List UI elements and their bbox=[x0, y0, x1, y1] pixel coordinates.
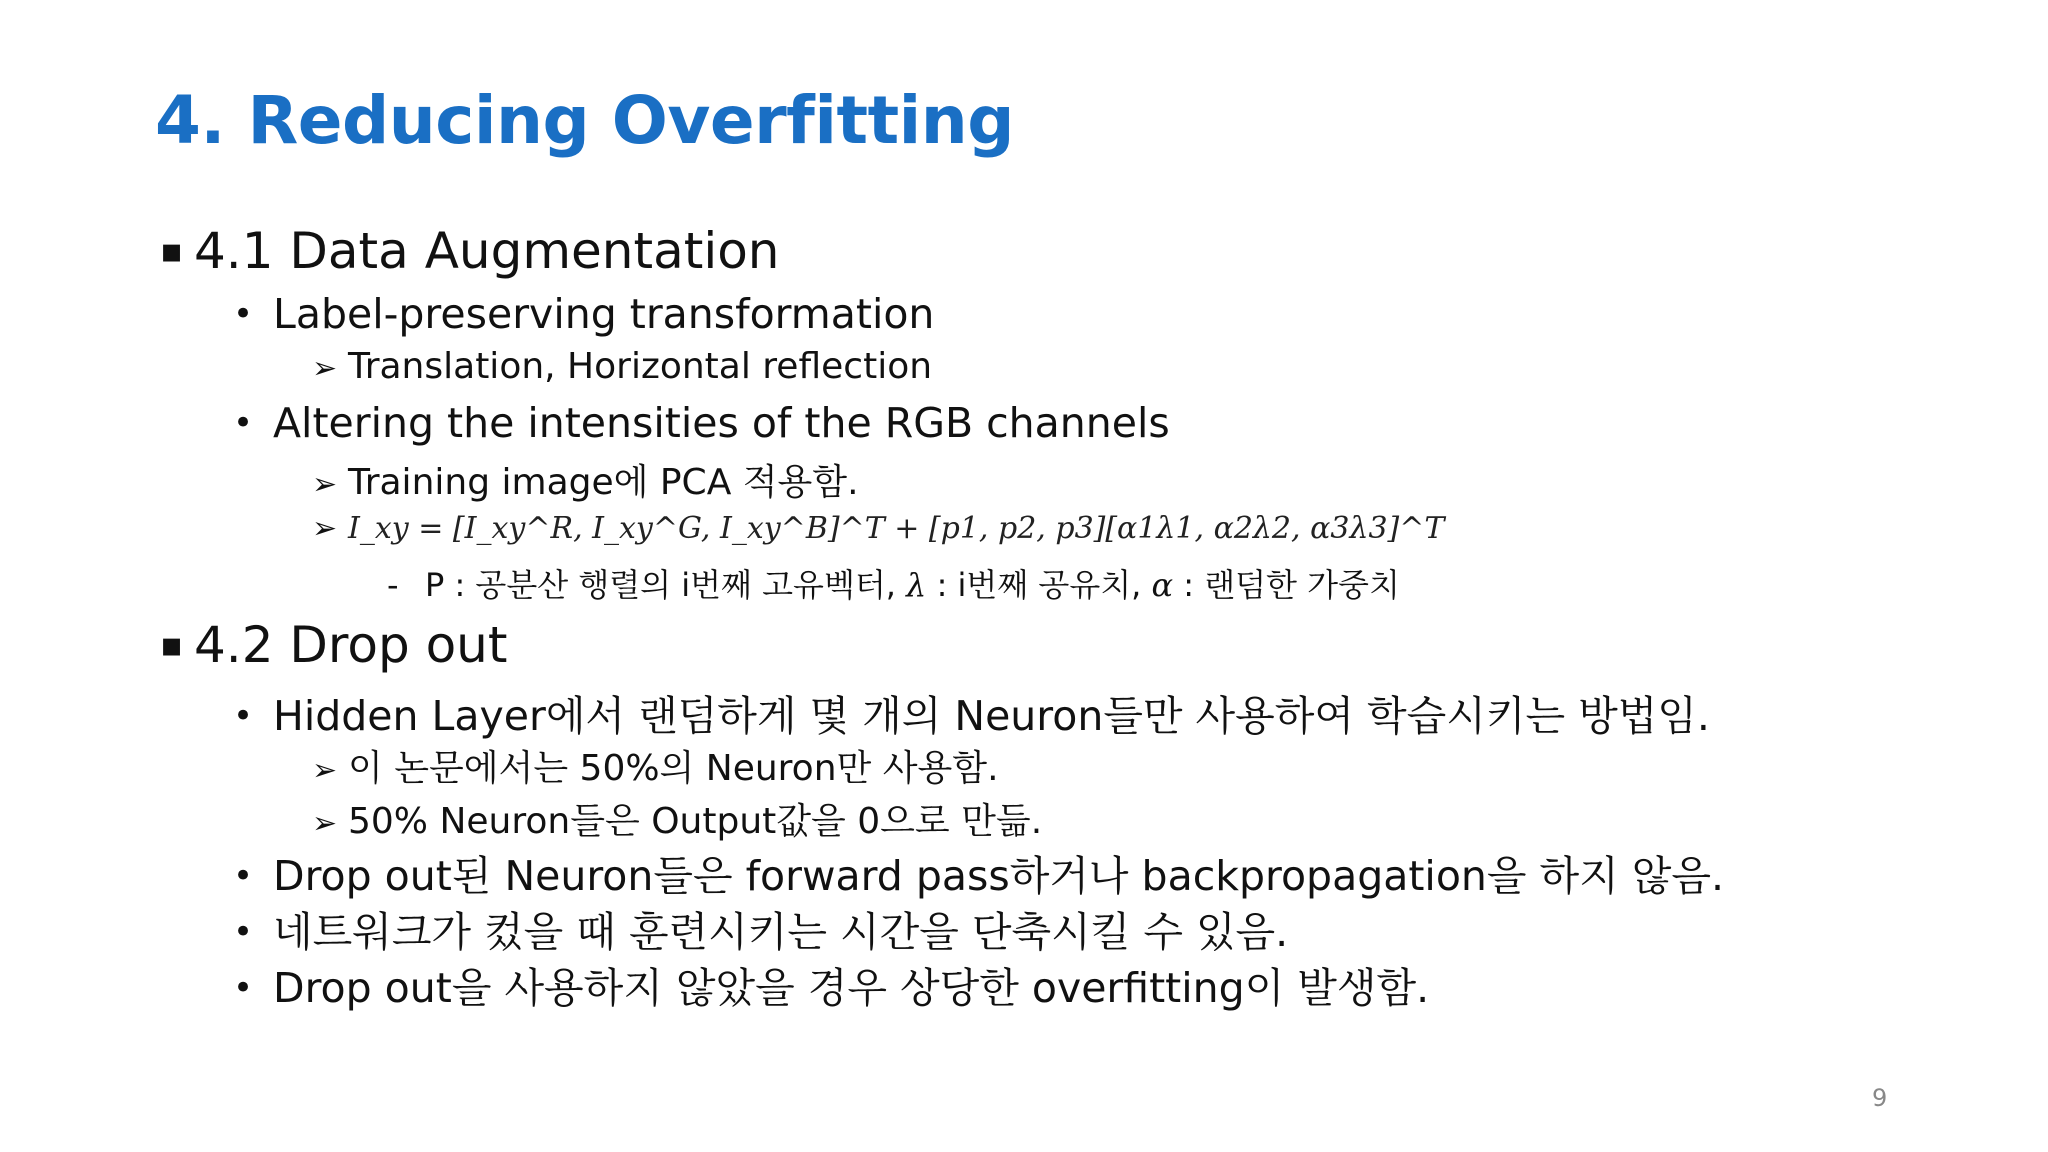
bullet-overfitting: • Drop out을 사용하지 않았을 경우 상당한 overfitting이 발생함. bbox=[233, 964, 1430, 1012]
section-heading-data-augmentation: ▪ 4.1 Data Augmentation bbox=[160, 222, 780, 280]
bullet-altering-rgb: • Altering the intensities of the RGB channels bbox=[233, 399, 1170, 447]
bullet-training-time: • 네트워크가 컸을 때 훈련시키는 시간을 단축시킬 수 있음. bbox=[233, 908, 1289, 956]
arrow-bullet-icon: ➢ bbox=[312, 351, 338, 386]
subbullet-output-zero: ➢ 50% Neuron들은 Output값을 0으로 만듦. bbox=[312, 801, 1043, 842]
square-bullet-icon: ▪ bbox=[160, 625, 184, 665]
dot-bullet-icon: • bbox=[233, 403, 254, 443]
subbullet-formula bbox=[312, 506, 1444, 547]
arrow-bullet-icon: ➢ bbox=[312, 467, 338, 502]
slide-title: 4. Reducing Overfitting bbox=[155, 82, 1014, 159]
formula-note: - P : 공분산 행렬의 i번째 고유벡터, λ : i번째 공유치, α : 랜덤한 가중치 bbox=[387, 566, 1400, 604]
bullet-hidden-layer: • Hidden Layer에서 랜덤하게 몇 개의 Neuron들만 사용하여 학습시키는 방법임. bbox=[233, 692, 1710, 740]
subbullet-pca: ➢ Training image에 PCA 적용함. bbox=[312, 462, 859, 503]
subbullet-translation: ➢ Translation, Horizontal reflection bbox=[312, 346, 933, 387]
dot-bullet-icon: • bbox=[233, 696, 254, 736]
dot-bullet-icon: • bbox=[233, 968, 254, 1008]
dot-bullet-icon: • bbox=[233, 912, 254, 952]
page-number: 9 bbox=[1872, 1084, 1888, 1112]
bullet-label-preserving: • Label-preserving transformation bbox=[233, 290, 935, 338]
square-bullet-icon: ▪ bbox=[160, 231, 184, 271]
arrow-bullet-icon: ➢ bbox=[312, 806, 338, 841]
section-heading-drop-out: ▪ 4.2 Drop out bbox=[160, 616, 508, 674]
pca-formula: I_xy = [I_xy^R, I_xy^G, I_xy^B]^T + [p1, p2, p3][α1λ1, α2λ2, α3λ3]^T bbox=[348, 511, 1445, 546]
dash-bullet-icon: - bbox=[387, 566, 399, 604]
subbullet-fifty-percent: ➢ 이 논문에서는 50%의 Neuron만 사용함. bbox=[312, 748, 999, 789]
arrow-bullet-icon: ➢ bbox=[312, 753, 338, 788]
bullet-forward-pass: • Drop out된 Neuron들은 forward pass하거나 backpropagation을 하지 않음. bbox=[233, 852, 1725, 900]
dot-bullet-icon: • bbox=[233, 856, 254, 896]
arrow-bullet-icon: ➢ bbox=[312, 511, 338, 546]
dot-bullet-icon: • bbox=[233, 294, 254, 334]
